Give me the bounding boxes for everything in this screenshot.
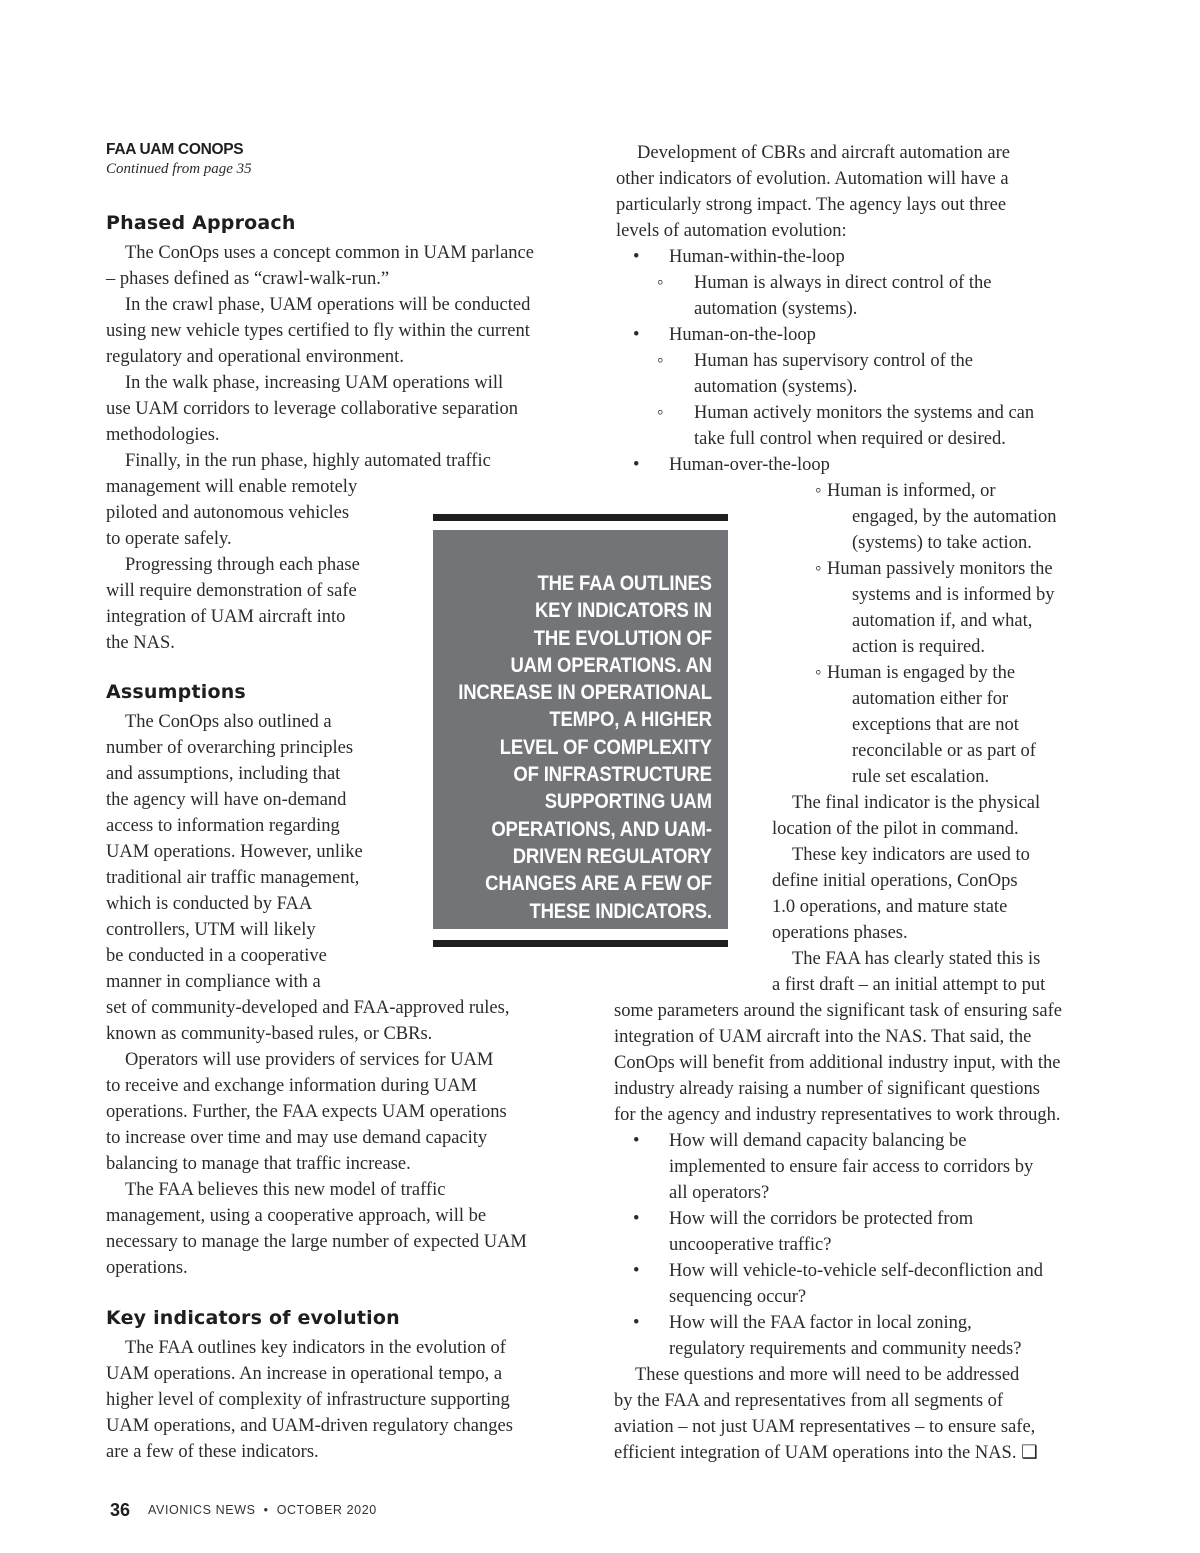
assumptions-line: number of overarching principles — [106, 738, 354, 758]
sub-bullet-glyph: ◦ — [815, 663, 822, 683]
automation-sub-item-line: systems and is informed by — [852, 585, 1055, 605]
pullquote-text — [458, 570, 712, 925]
phased-line: will require demonstration of safe — [106, 581, 357, 601]
assumptions-line: known as community-based rules, or CBRs. — [106, 1024, 433, 1044]
automation-sub-item-line: rule set escalation. — [852, 767, 990, 787]
heading-key-indicators: Key indicators of evolution — [106, 1307, 400, 1329]
assumptions-line: Operators will use providers of services for UAM — [125, 1050, 494, 1070]
assumptions-line: set of community-developed and FAA-approved rules, — [106, 998, 510, 1018]
automation-sub-item-line: exceptions that are not — [852, 715, 1019, 735]
assumptions-line: to receive and exchange information during UAM — [106, 1076, 477, 1096]
question-line: How will vehicle-to-vehicle self-deconfliction and — [669, 1261, 1043, 1281]
assumptions-line: balancing to manage that traffic increase. — [106, 1154, 411, 1174]
section-kicker: FAA UAM CONOPS — [106, 141, 244, 158]
sub-bullet-glyph: ◦ — [815, 481, 822, 501]
automation-sub-item-line: action is required. — [852, 637, 986, 657]
question-line: How will the corridors be protected from — [669, 1209, 974, 1229]
automation-sub-item-line: engaged, by the automation — [852, 507, 1057, 527]
intro-line: levels of automation evolution: — [616, 221, 847, 241]
key-indicators-line: The FAA outlines key indicators in the evolution of — [125, 1338, 506, 1358]
phased-line: integration of UAM aircraft into — [106, 607, 346, 627]
issue-date: OCTOBER 2020 — [276, 1503, 377, 1517]
pullquote-line: THESE INDICATORS. — [529, 898, 712, 923]
assumptions-line: operations. — [106, 1258, 188, 1278]
pullquote-line: LEVEL OF COMPLEXITY — [499, 734, 712, 759]
page-number: 36 — [110, 1500, 131, 1520]
automation-sub-item-line: Human is always in direct control of the — [694, 273, 992, 293]
body-line: These key indicators are used to — [792, 845, 1030, 865]
pullquote-line: UAM OPERATIONS. AN — [510, 652, 712, 677]
body-line: industry already raising a number of significant questions — [614, 1079, 1040, 1099]
key-indicators-line: UAM operations. An increase in operational tempo, a — [106, 1364, 503, 1384]
question-line: How will demand capacity balancing be — [669, 1131, 967, 1151]
body-line: some parameters around the significant task of ensuring safe — [614, 1001, 1062, 1021]
bullet-glyph: • — [633, 1131, 640, 1151]
body-line: 1.0 operations, and mature state — [772, 897, 1008, 917]
assumptions-line: UAM operations. However, unlike — [106, 842, 363, 862]
automation-sub-item-line: Human passively monitors the — [827, 559, 1053, 579]
pullquote-line: TEMPO, A HIGHER — [549, 707, 712, 732]
phased-line: management will enable remotely — [106, 477, 358, 497]
key-indicators-line: are a few of these indicators. — [106, 1442, 319, 1462]
pullquote-line: THE FAA OUTLINES — [537, 571, 712, 595]
automation-sub-item-line: (systems) to take action. — [852, 533, 1032, 553]
phased-line: piloted and autonomous vehicles — [106, 503, 350, 523]
pullquote-line: OPERATIONS, AND UAM- — [491, 816, 712, 841]
phased-line: use UAM corridors to leverage collaborative separation — [106, 399, 518, 419]
automation-sub-item-line: automation (systems). — [694, 299, 858, 319]
question-line: How will the FAA factor in local zoning, — [669, 1313, 972, 1333]
key-indicators-line: higher level of complexity of infrastructure supporting — [106, 1390, 510, 1410]
phased-line: the NAS. — [106, 633, 175, 653]
pullquote-line: SUPPORTING UAM — [544, 789, 712, 814]
sub-bullet-glyph: ◦ — [657, 351, 664, 371]
phased-line: – phases defined as “crawl-walk-run.” — [106, 269, 390, 289]
heading-assumptions: Assumptions — [106, 681, 246, 703]
pullquote-bottom-rule — [433, 940, 728, 947]
heading-phased-approach: Phased Approach — [106, 212, 296, 234]
bullet-glyph: • — [633, 1261, 640, 1281]
assumptions-line: necessary to manage the large number of expected UAM — [106, 1232, 527, 1252]
bullet-glyph: • — [633, 455, 640, 475]
assumptions-line: be conducted in a cooperative — [106, 946, 327, 966]
automation-sub-item-line: Human actively monitors the systems and can — [694, 403, 1035, 423]
intro-line: particularly strong impact. The agency lays out three — [616, 195, 1007, 215]
pullquote-line: KEY INDICATORS IN — [535, 598, 712, 623]
sub-bullet-glyph: ◦ — [815, 559, 822, 579]
body-line: The FAA has clearly stated this is — [792, 949, 1041, 969]
assumptions-line: management, using a cooperative approach, will be — [106, 1206, 487, 1226]
body-line: ConOps will benefit from additional industry input, with the — [614, 1053, 1061, 1073]
bullet-glyph: • — [633, 1209, 640, 1229]
question-line: implemented to ensure fair access to corridors by — [669, 1157, 1034, 1177]
closing-line: These questions and more will need to be addressed — [635, 1365, 1020, 1385]
closing-line: by the FAA and representatives from all segments of — [614, 1391, 1004, 1411]
assumptions-line: The FAA believes this new model of traffic — [125, 1180, 446, 1200]
bullet-glyph: • — [633, 1313, 640, 1333]
bullet-glyph: • — [633, 325, 640, 345]
sub-bullet-glyph: ◦ — [657, 273, 664, 293]
automation-sub-item-line: reconcilable or as part of — [852, 741, 1036, 761]
intro-line: other indicators of evolution. Automation will have a — [616, 169, 1009, 189]
automation-level-item: Human-on-the-loop — [669, 325, 816, 345]
intro-line: Development of CBRs and aircraft automation are — [637, 143, 1010, 163]
pullquote-top-rule — [433, 514, 728, 521]
automation-sub-item-line: automation either for — [852, 689, 1009, 709]
phased-line: Progressing through each phase — [125, 555, 360, 575]
question-line: all operators? — [669, 1183, 770, 1203]
assumptions-line: which is conducted by FAA — [106, 894, 313, 914]
body-line: location of the pilot in command. — [772, 819, 1019, 839]
phased-line: regulatory and operational environment. — [106, 347, 404, 367]
phased-line: methodologies. — [106, 425, 220, 445]
automation-sub-item-line: take full control when required or desired. — [694, 429, 1006, 449]
body-line: for the agency and industry representatives to work through. — [614, 1105, 1061, 1125]
body-line: integration of UAM aircraft into the NAS. That said, the — [614, 1027, 1032, 1047]
continued-note: Continued from page 35 — [106, 161, 252, 177]
assumptions-line: controllers, UTM will likely — [106, 920, 316, 940]
assumptions-line: traditional air traffic management, — [106, 868, 360, 888]
pullquote-box — [433, 530, 728, 929]
body-line: operations phases. — [772, 923, 908, 943]
footer-publication — [148, 1503, 377, 1517]
question-line: regulatory requirements and community needs? — [669, 1339, 1022, 1359]
assumptions-line: and assumptions, including that — [106, 764, 341, 784]
closing-line: aviation – not just UAM representatives – to ensure safe, — [614, 1417, 1036, 1437]
assumptions-line: The ConOps also outlined a — [125, 712, 332, 732]
pullquote-line: INCREASE IN OPERATIONAL — [458, 680, 712, 705]
body-line: The final indicator is the physical — [792, 793, 1041, 813]
key-indicators-line: UAM operations, and UAM-driven regulatory changes — [106, 1416, 513, 1436]
automation-level-item: Human-within-the-loop — [669, 247, 845, 267]
phased-line: to operate safely. — [106, 529, 232, 549]
phased-line: Finally, in the run phase, highly automated traffic — [125, 451, 491, 471]
footer-separator: • — [263, 1503, 269, 1517]
automation-sub-item-line: Human is engaged by the — [827, 663, 1016, 683]
assumptions-line: operations. Further, the FAA expects UAM operations — [106, 1102, 507, 1122]
body-line: a first draft – an initial attempt to put — [772, 975, 1046, 995]
pullquote-line: THE EVOLUTION OF — [533, 625, 712, 650]
automation-sub-item-line: automation (systems). — [694, 377, 858, 397]
bullet-glyph: • — [633, 247, 640, 267]
pullquote-line: CHANGES ARE A FEW OF — [485, 871, 712, 896]
body-line: define initial operations, ConOps — [772, 871, 1018, 891]
automation-sub-item-line: automation if, and what, — [852, 611, 1033, 631]
assumptions-line: access to information regarding — [106, 816, 340, 836]
sub-bullet-glyph: ◦ — [657, 403, 664, 423]
question-line: sequencing occur? — [669, 1287, 807, 1307]
automation-sub-item-line: Human is informed, or — [827, 481, 996, 501]
automation-sub-item-line: Human has supervisory control of the — [694, 351, 973, 371]
publication-name: AVIONICS NEWS — [148, 1503, 256, 1517]
phased-line: In the walk phase, increasing UAM operations will — [125, 373, 504, 393]
question-line: uncooperative traffic? — [669, 1235, 832, 1255]
phased-line: The ConOps uses a concept common in UAM parlance — [125, 243, 534, 263]
phased-line: using new vehicle types certified to fly within the current — [106, 321, 530, 341]
assumptions-line: to increase over time and may use demand capacity — [106, 1128, 488, 1148]
assumptions-line: manner in compliance with a — [106, 972, 321, 992]
phased-line: In the crawl phase, UAM operations will be conducted — [125, 295, 531, 315]
closing-line: efficient integration of UAM operations into the NAS. ❑ — [614, 1443, 1038, 1463]
pullquote-line: DRIVEN REGULATORY — [512, 843, 712, 868]
assumptions-line: the agency will have on-demand — [106, 790, 347, 810]
automation-level-item: Human-over-the-loop — [669, 455, 830, 475]
pullquote-line: OF INFRASTRUCTURE — [513, 762, 712, 787]
